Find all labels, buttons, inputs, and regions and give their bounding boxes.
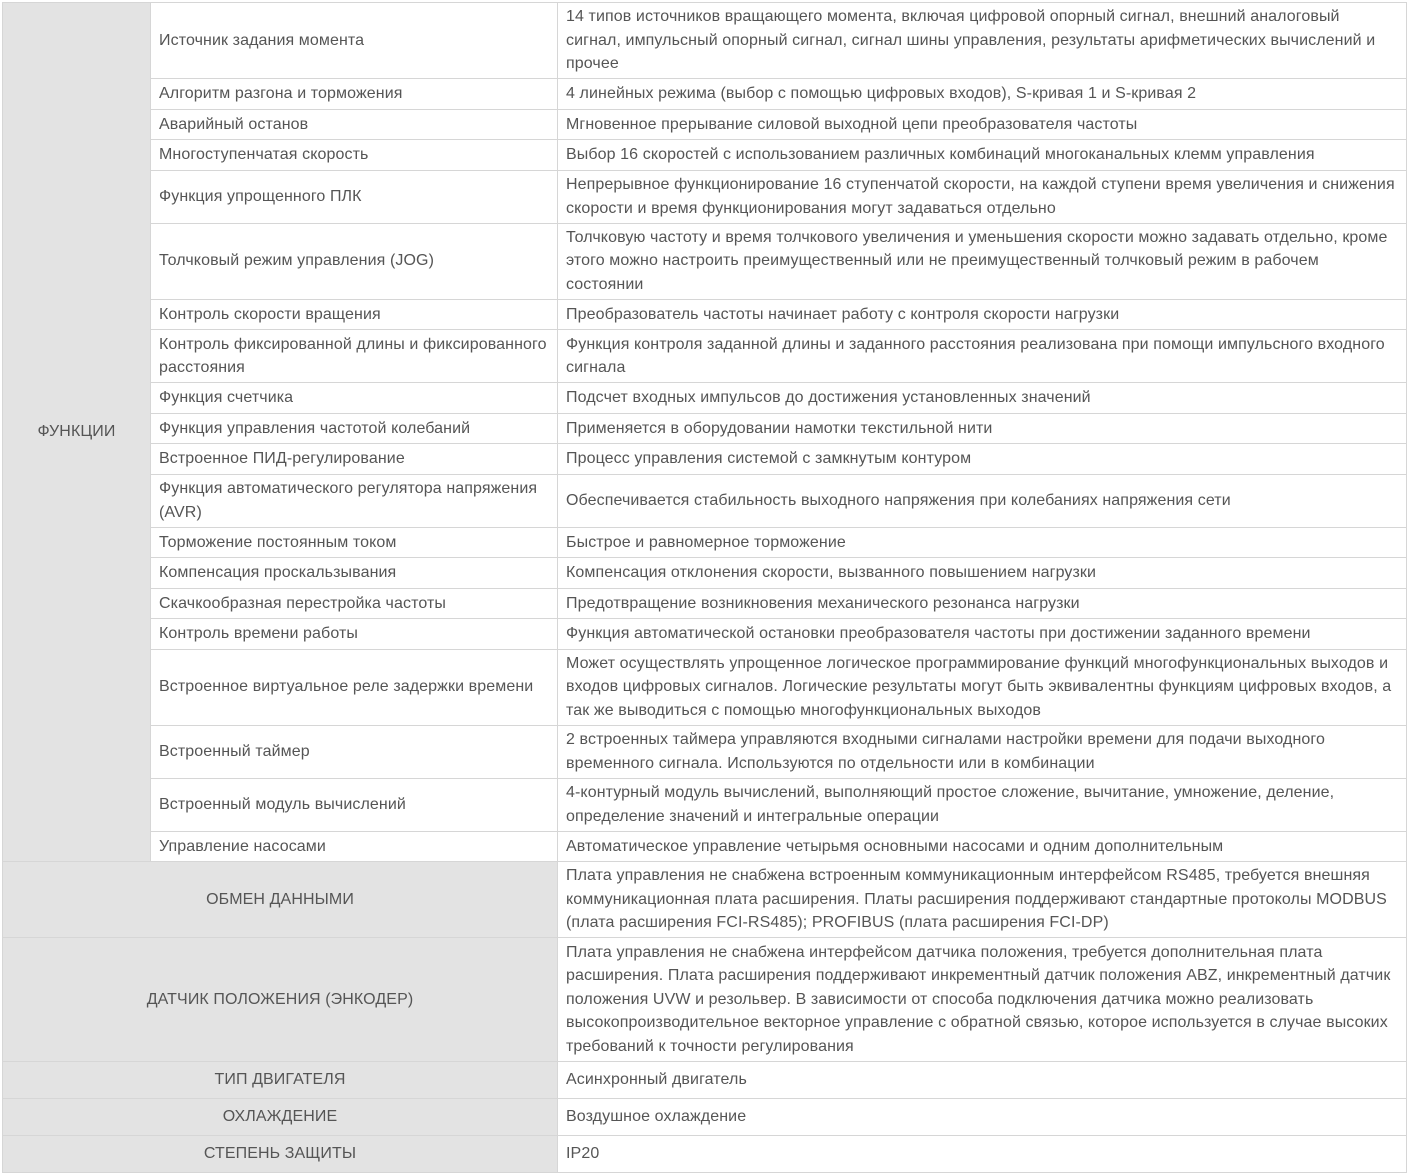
table-row [3, 223, 1407, 299]
feature-description: Непрерывное функционирование 16 ступенчатой скорости, на каждой ступени время увеличения и снижения скорости и время функционирования могут задаваться отдельно [558, 170, 1407, 223]
table-row [3, 109, 1407, 140]
category-motor-type: ТИП ДВИГАТЕЛЯ [3, 1062, 558, 1099]
table-row [3, 3, 1407, 79]
category-protection: СТЕПЕНЬ ЗАЩИТЫ [3, 1136, 558, 1173]
feature-label: Компенсация проскальзывания [151, 558, 558, 589]
feature-label: Контроль скорости вращения [151, 299, 558, 330]
table-row [3, 299, 1407, 330]
category-data-exchange: ОБМЕН ДАННЫМИ [3, 862, 558, 938]
table-row [3, 330, 1407, 383]
category-value: Воздушное охлаждение [558, 1099, 1407, 1136]
feature-label: Управление насосами [151, 831, 558, 862]
feature-label: Функция счетчика [151, 383, 558, 414]
feature-description: Мгновенное прерывание силовой выходной цепи преобразователя частоты [558, 109, 1407, 140]
feature-description: Функция автоматической остановки преобразователя частоты при достижении заданного времени [558, 619, 1407, 650]
category-value: Плата управления не снабжена встроенным коммуникационным интерфейсом RS485, требуется внешняя коммуникационная плата расширения. Платы расширения поддерживают стандартные протоколы MODBUS (плата расширения FCI-RS485); PROFIBUS (плата расширения FCI-DP) [558, 862, 1407, 938]
table-row [3, 413, 1407, 444]
table-row [3, 1062, 1407, 1099]
feature-label: Скачкообразная перестройка частоты [151, 588, 558, 619]
category-encoder: ДАТЧИК ПОЛОЖЕНИЯ (ЭНКОДЕР) [3, 938, 558, 1062]
feature-description: Автоматическое управление четырьмя основными насосами и одним дополнительным [558, 831, 1407, 862]
feature-description: 4-контурный модуль вычислений, выполняющий простое сложение, вычитание, умножение, деление, определение значений и интегральные операции [558, 778, 1407, 831]
feature-label: Алгоритм разгона и торможения [151, 79, 558, 110]
table-row [3, 170, 1407, 223]
table-row [3, 778, 1407, 831]
feature-label: Контроль фиксированной длины и фиксированного расстояния [151, 330, 558, 383]
feature-description: Обеспечивается стабильность выходного напряжения при колебаниях напряжения сети [558, 474, 1407, 527]
table-row [3, 831, 1407, 862]
feature-label: Контроль времени работы [151, 619, 558, 650]
feature-description: Толчковую частоту и время толчкового увеличения и уменьшения скорости можно задавать отдельно, кроме этого можно настроить преимущественный или не преимущественный толчковый режим в рабочем состоянии [558, 223, 1407, 299]
table-row [3, 474, 1407, 527]
feature-label: Толчковый режим управления (JOG) [151, 223, 558, 299]
feature-description: Компенсация отклонения скорости, вызванного повышением нагрузки [558, 558, 1407, 589]
table-row [3, 527, 1407, 558]
table-row [3, 862, 1407, 938]
feature-label: Функция упрощенного ПЛК [151, 170, 558, 223]
table-row [3, 383, 1407, 414]
feature-description: Применяется в оборудовании намотки текстильной нити [558, 413, 1407, 444]
feature-description: Подсчет входных импульсов до достижения установленных значений [558, 383, 1407, 414]
feature-description: Быстрое и равномерное торможение [558, 527, 1407, 558]
feature-description: Выбор 16 скоростей с использованием различных комбинаций многоканальных клемм управления [558, 140, 1407, 171]
table-row [3, 558, 1407, 589]
table-row [3, 1136, 1407, 1173]
feature-label: Многоступенчатая скорость [151, 140, 558, 171]
feature-description: 4 линейных режима (выбор с помощью цифровых входов), S-кривая 1 и S-кривая 2 [558, 79, 1407, 110]
table-row [3, 619, 1407, 650]
feature-label: Источник задания момента [151, 3, 558, 79]
feature-label: Аварийный останов [151, 109, 558, 140]
feature-description: 2 встроенных таймера управляются входными сигналами настройки времени для подачи выходного временного сигнала. Используются по отдельности или в комбинации [558, 725, 1407, 778]
feature-description: Преобразователь частоты начинает работу с контроля скорости нагрузки [558, 299, 1407, 330]
table-row [3, 588, 1407, 619]
table-row [3, 725, 1407, 778]
feature-label: Встроенный модуль вычислений [151, 778, 558, 831]
feature-label: Встроенный таймер [151, 725, 558, 778]
feature-label: Функция управления частотой колебаний [151, 413, 558, 444]
feature-description: Процесс управления системой с замкнутым контуром [558, 444, 1407, 475]
category-functions: ФУНКЦИИ [3, 3, 151, 862]
table-row [3, 140, 1407, 171]
category-value: Плата управления не снабжена интерфейсом датчика положения, требуется дополнительная плата расширения. Плата расширения поддерживают инкрементный датчик положения ABZ, инкрементный датчик положения UVW и резольвер. В зависимости от способа подключения датчика можно реализовать высокопроизводительное векторное управление с обратной связью, которое используется в случае высоких требований к точности регулирования [558, 938, 1407, 1062]
feature-label: Функция автоматического регулятора напряжения (AVR) [151, 474, 558, 527]
table-row [3, 1099, 1407, 1136]
table-row [3, 444, 1407, 475]
feature-description: Может осуществлять упрощенное логическое программирование функций многофункциональных выходов и входов цифровых сигналов. Логические результаты могут быть эквивалентны функциям цифровых входов, а так же выводиться с помощью многофункциональных выходов [558, 649, 1407, 725]
feature-label: Встроенное ПИД-регулирование [151, 444, 558, 475]
table-row [3, 649, 1407, 725]
feature-label: Встроенное виртуальное реле задержки времени [151, 649, 558, 725]
feature-description: Предотвращение возникновения механического резонанса нагрузки [558, 588, 1407, 619]
feature-description: Функция контроля заданной длины и заданного расстояния реализована при помощи импульсного входного сигнала [558, 330, 1407, 383]
category-value: IP20 [558, 1136, 1407, 1173]
category-cooling: ОХЛАЖДЕНИЕ [3, 1099, 558, 1136]
table-row [3, 79, 1407, 110]
feature-description: 14 типов источников вращающего момента, включая цифровой опорный сигнал, внешний аналоговый сигнал, импульсный опорный сигнал, сигнал шины управления, результаты арифметических вычислений и прочее [558, 3, 1407, 79]
specifications-table [2, 2, 1407, 1173]
feature-label: Торможение постоянным током [151, 527, 558, 558]
category-value: Асинхронный двигатель [558, 1062, 1407, 1099]
table-row [3, 938, 1407, 1062]
